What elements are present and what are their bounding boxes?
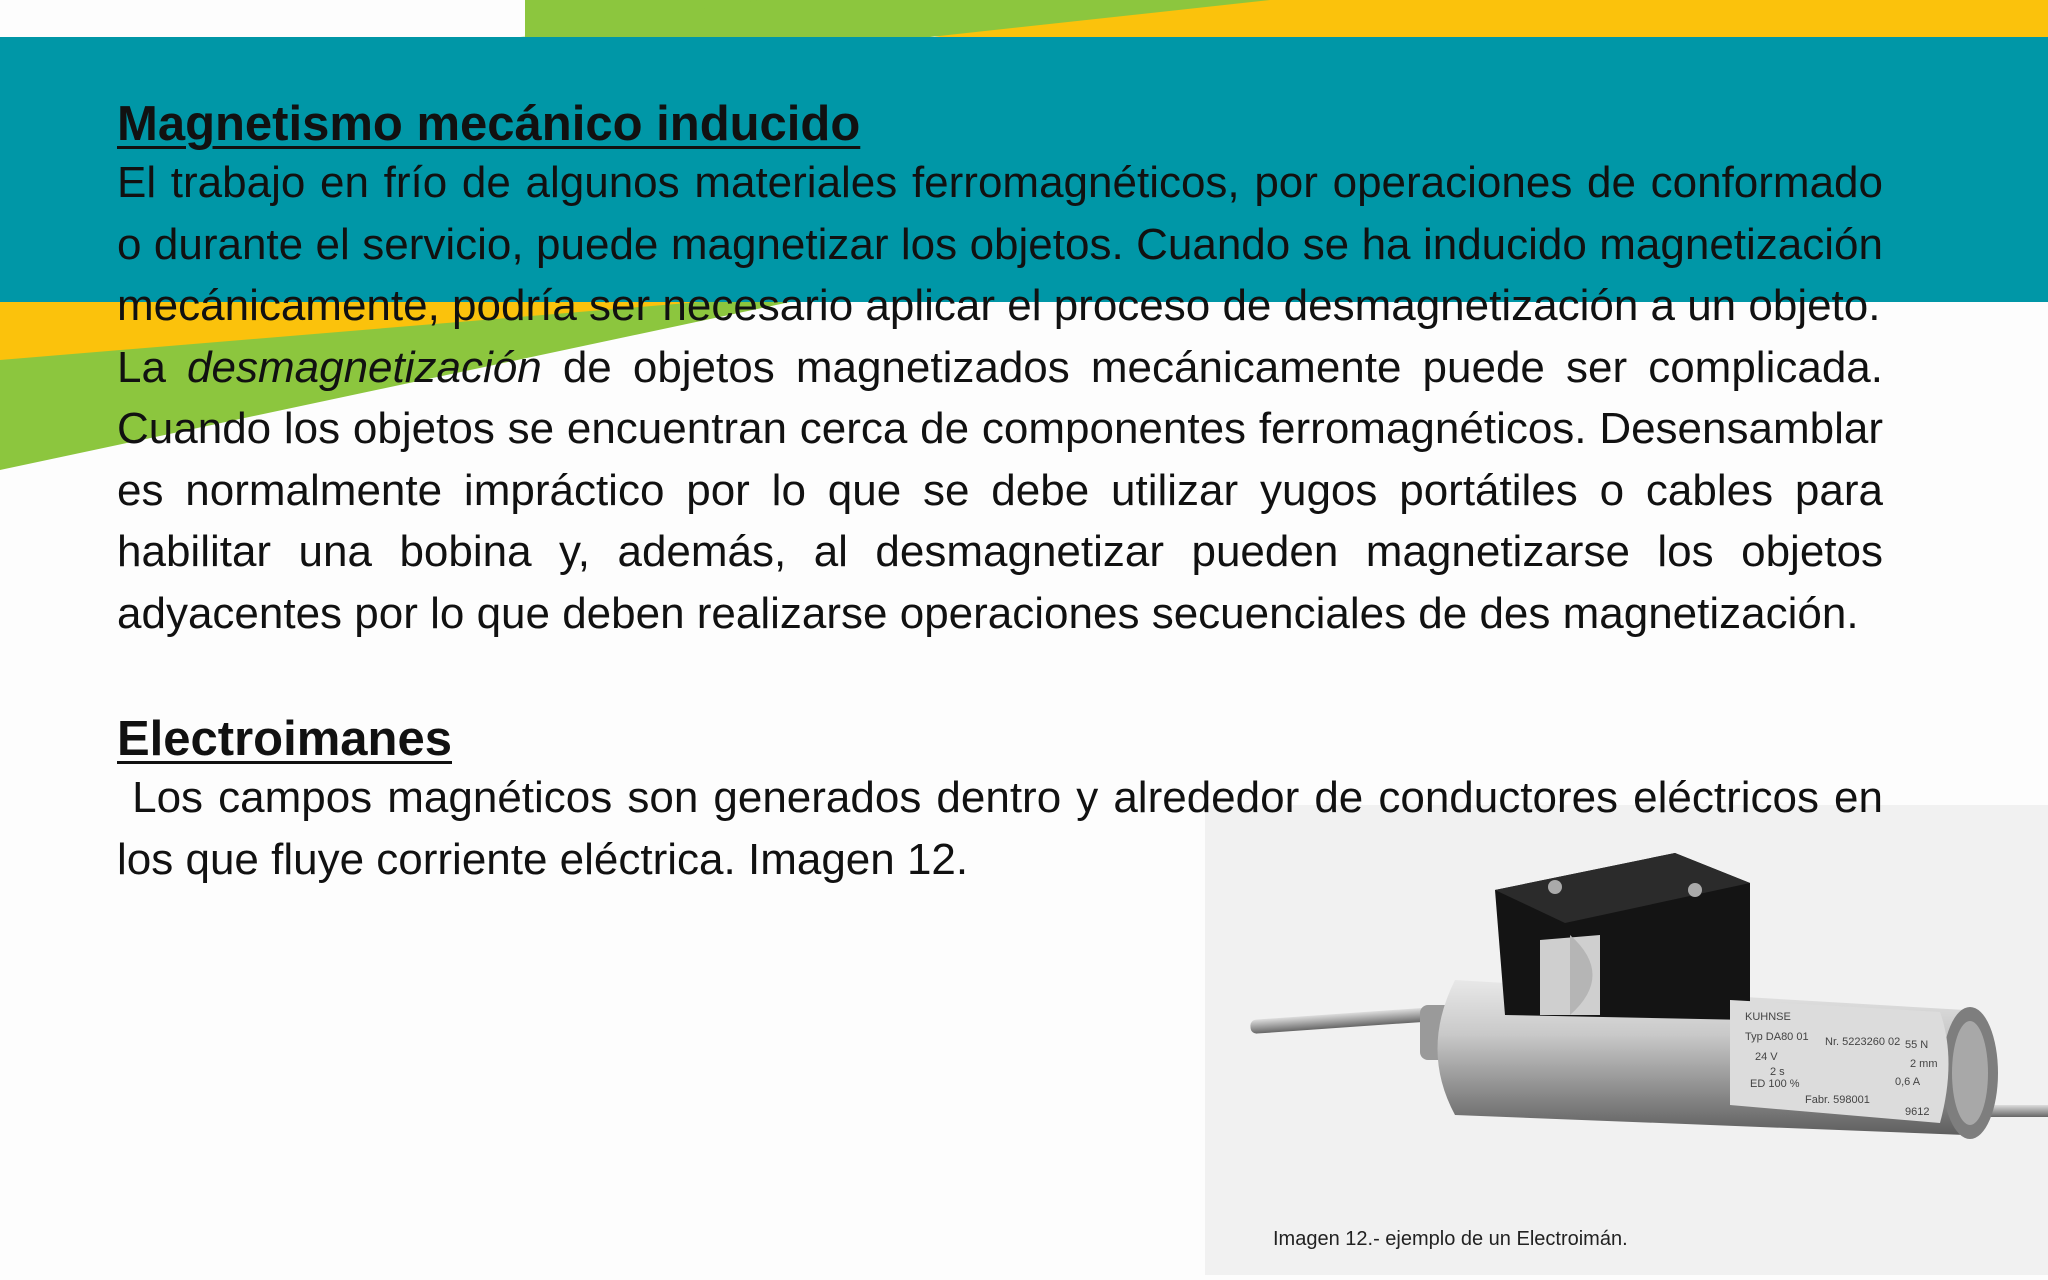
paragraph-magnetismo: El trabajo en frío de algunos materiales ferromagnéticos, por operaciones de conformado o durante el servicio, puede magnetizar los objetos. Cuando se ha inducido magnetización mecánicamente, podría ser necesario aplicar el proceso de desmagnetización a un objeto. (117, 158, 1883, 330)
label-brand: KUHNSE (1745, 1011, 1791, 1023)
svg-text:Fabr. 598001: Fabr. 598001 (1805, 1094, 1870, 1106)
svg-text:Nr. 5223260 02: Nr. 5223260 02 (1825, 1036, 1901, 1048)
svg-text:2 s: 2 s (1770, 1066, 1785, 1078)
svg-text:55 N: 55 N (1905, 1039, 1929, 1051)
svg-text:2 mm: 2 mm (1910, 1058, 1938, 1070)
svg-text:ED 100 %: ED 100 % (1750, 1078, 1800, 1090)
paragraph-desmagnetizacion (117, 337, 1883, 645)
svg-text:24 V: 24 V (1755, 1051, 1778, 1063)
paragraph-electroimanes (117, 767, 1883, 890)
svg-text:9612: 9612 (1905, 1106, 1930, 1118)
heading-electroimanes: Electroimanes (117, 712, 452, 766)
figure-caption: Imagen 12.- ejemplo de un Electroimán. (1273, 1228, 1628, 1250)
paragraph-lead: La (117, 342, 166, 392)
heading-magnetismo: Magnetismo mecánico inducido (117, 97, 861, 151)
paragraph-rest: de objetos magnetizados mecánicamente puede ser complicada. Cuando los objetos se encuentran cerca de componentes ferromagnéticos. Desensamblar es normalmente impráctico por lo que se debe utilizar yugos portátiles o cables para habilitar una bobina y, además, al desmagnetizar pueden magnetizarse los objetos adyacentes por lo que deben realizarse operaciones secuenciales de des magnetización. (117, 342, 1883, 638)
emphasis-term: desmagnetización (187, 342, 542, 392)
paragraph-electroimanes-text: Los campos magnéticos son generados dentro y alrededor de conductores eléctricos en los que fluye corriente eléctrica. Imagen 12. (117, 773, 1883, 884)
svg-text:0,6 A: 0,6 A (1895, 1076, 1921, 1088)
slide-content (117, 96, 1883, 890)
svg-text:Typ DA80 01: Typ DA80 01 (1745, 1031, 1809, 1043)
